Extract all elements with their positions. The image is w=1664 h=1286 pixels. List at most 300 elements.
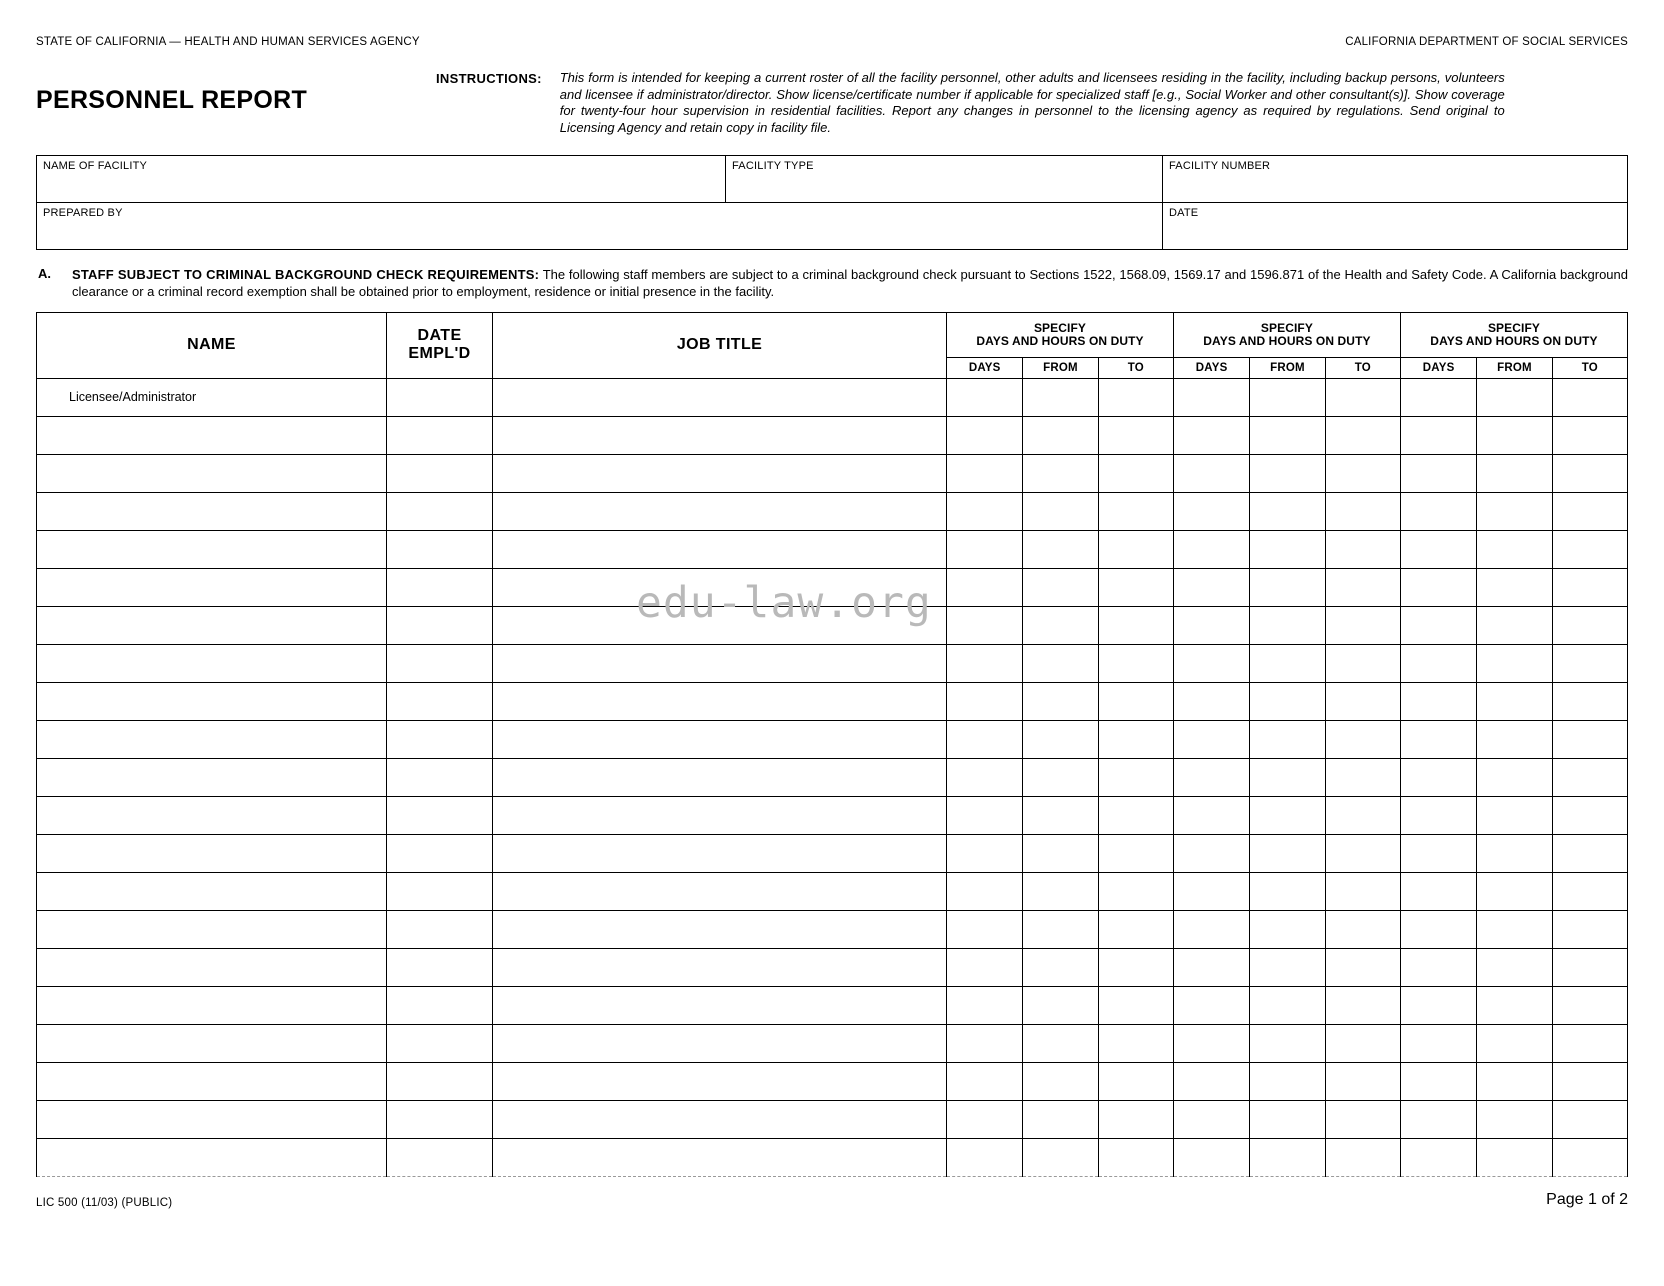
from-cell-3[interactable] [1477,644,1552,682]
days-cell-3[interactable] [1400,530,1476,568]
job-title-cell[interactable] [493,682,947,720]
days-cell-1[interactable] [947,948,1023,986]
to-cell-2[interactable] [1325,1062,1400,1100]
days-cell-1[interactable] [947,1138,1023,1176]
days-cell-3[interactable] [1400,416,1476,454]
to-cell-2[interactable] [1325,1024,1400,1062]
days-cell-1[interactable] [947,1062,1023,1100]
to-cell-1[interactable] [1098,568,1173,606]
job-title-cell[interactable] [493,834,947,872]
from-cell-2[interactable] [1250,492,1325,530]
name-cell[interactable] [37,1062,387,1100]
days-cell-2[interactable] [1173,834,1249,872]
from-cell-1[interactable] [1023,948,1098,986]
from-cell-2[interactable] [1250,834,1325,872]
to-cell-1[interactable] [1098,530,1173,568]
to-cell-3[interactable] [1552,454,1627,492]
facility-fields-row-2 [37,203,1627,250]
date-cell[interactable] [387,834,493,872]
from-cell-2[interactable] [1250,530,1325,568]
job-title-cell[interactable] [493,910,947,948]
from-cell-3[interactable] [1477,530,1552,568]
days-cell-2[interactable] [1173,416,1249,454]
days-cell-2[interactable] [1173,1062,1249,1100]
page-footer [36,1191,1628,1217]
from-cell-1[interactable] [1023,454,1098,492]
from-cell-2[interactable] [1250,378,1325,416]
days-cell-2[interactable] [1173,796,1249,834]
col-header-days-2: DAYS [1173,357,1249,378]
col-header-to-2: TO [1325,357,1400,378]
name-of-facility-field[interactable] [37,156,726,202]
job-title-cell[interactable] [493,530,947,568]
job-title-cell[interactable] [493,606,947,644]
days-cell-2[interactable] [1173,682,1249,720]
name-cell[interactable] [37,834,387,872]
table-row[interactable] [37,986,1628,1024]
from-cell-2[interactable] [1250,1024,1325,1062]
specify-2-line2: DAYS AND HOURS ON DUTY [1203,333,1371,348]
to-cell-2[interactable] [1325,682,1400,720]
days-cell-1[interactable] [947,682,1023,720]
from-cell-2[interactable] [1250,796,1325,834]
to-cell-2[interactable] [1325,948,1400,986]
name-cell[interactable] [37,454,387,492]
job-title-cell[interactable] [493,872,947,910]
to-cell-2[interactable] [1325,416,1400,454]
to-cell-1[interactable] [1098,682,1173,720]
to-cell-3[interactable] [1552,834,1627,872]
from-cell-2[interactable] [1250,720,1325,758]
name-cell[interactable] [37,682,387,720]
from-cell-3[interactable] [1477,492,1552,530]
days-cell-2[interactable] [1173,1024,1249,1062]
from-cell-1[interactable] [1023,492,1098,530]
to-cell-2[interactable] [1325,910,1400,948]
to-cell-2[interactable] [1325,720,1400,758]
from-cell-3[interactable] [1477,1100,1552,1138]
days-cell-3[interactable] [1400,1062,1476,1100]
to-cell-2[interactable] [1325,1138,1400,1176]
from-cell-3[interactable] [1477,606,1552,644]
from-cell-1[interactable] [1023,606,1098,644]
days-cell-2[interactable] [1173,378,1249,416]
days-cell-1[interactable] [947,606,1023,644]
from-cell-2[interactable] [1250,1100,1325,1138]
to-cell-3[interactable] [1552,758,1627,796]
from-cell-2[interactable] [1250,454,1325,492]
date-cell[interactable] [387,454,493,492]
from-cell-3[interactable] [1477,378,1552,416]
facility-number-field[interactable] [1163,156,1627,202]
date-cell[interactable] [387,1062,493,1100]
days-cell-3[interactable] [1400,454,1476,492]
to-cell-2[interactable] [1325,454,1400,492]
to-cell-3[interactable] [1552,492,1627,530]
from-cell-1[interactable] [1023,644,1098,682]
name-cell[interactable] [37,1100,387,1138]
days-cell-1[interactable] [947,758,1023,796]
name-cell[interactable] [37,530,387,568]
to-cell-3[interactable] [1552,796,1627,834]
job-title-cell[interactable] [493,796,947,834]
to-cell-2[interactable] [1325,986,1400,1024]
from-cell-3[interactable] [1477,986,1552,1024]
date-cell[interactable] [387,416,493,454]
to-cell-1[interactable] [1098,720,1173,758]
from-cell-2[interactable] [1250,758,1325,796]
name-cell[interactable] [37,416,387,454]
from-cell-1[interactable] [1023,1024,1098,1062]
to-cell-2[interactable] [1325,1100,1400,1138]
to-cell-1[interactable] [1098,796,1173,834]
table-row[interactable] [37,606,1628,644]
table-row[interactable] [37,378,1628,416]
job-title-cell[interactable] [493,758,947,796]
days-cell-3[interactable] [1400,682,1476,720]
job-title-cell[interactable] [493,378,947,416]
name-cell[interactable] [37,606,387,644]
table-row[interactable] [37,872,1628,910]
from-cell-1[interactable] [1023,758,1098,796]
name-cell[interactable] [37,644,387,682]
days-cell-1[interactable] [947,416,1023,454]
job-title-cell[interactable] [493,720,947,758]
from-cell-1[interactable] [1023,568,1098,606]
name-cell[interactable] [37,1138,387,1176]
date-cell[interactable] [387,910,493,948]
days-cell-2[interactable] [1173,948,1249,986]
to-cell-1[interactable] [1098,948,1173,986]
days-cell-2[interactable] [1173,644,1249,682]
days-cell-1[interactable] [947,872,1023,910]
days-cell-2[interactable] [1173,606,1249,644]
name-cell[interactable] [37,796,387,834]
date-cell[interactable] [387,948,493,986]
to-cell-1[interactable] [1098,1024,1173,1062]
from-cell-1[interactable] [1023,1138,1098,1176]
from-cell-1[interactable] [1023,1062,1098,1100]
date-cell[interactable] [387,796,493,834]
from-cell-2[interactable] [1250,1062,1325,1100]
facility-type-field[interactable] [726,156,1163,202]
to-cell-3[interactable] [1552,378,1627,416]
to-cell-2[interactable] [1325,758,1400,796]
to-cell-1[interactable] [1098,872,1173,910]
from-cell-2[interactable] [1250,644,1325,682]
name-cell[interactable] [37,872,387,910]
days-cell-2[interactable] [1173,720,1249,758]
job-title-cell[interactable] [493,1024,947,1062]
section-a-body: The following staff members are subject to a criminal background check pursuant to Sections 1522, 1568.09, 1569.17 and 1596.871 of the Health and Safety Code. A California background clearance or a criminal record exemption shall be obtained prior to employment, residence or initial presence in the facility. [72,266,1628,299]
date-cell[interactable] [387,492,493,530]
to-cell-2[interactable] [1325,872,1400,910]
days-cell-3[interactable] [1400,986,1476,1024]
to-cell-3[interactable] [1552,720,1627,758]
date-cell[interactable] [387,568,493,606]
to-cell-2[interactable] [1325,834,1400,872]
days-cell-3[interactable] [1400,1024,1476,1062]
to-cell-3[interactable] [1552,1138,1627,1176]
from-cell-2[interactable] [1250,682,1325,720]
to-cell-1[interactable] [1098,834,1173,872]
date-cell[interactable] [387,606,493,644]
table-row[interactable] [37,416,1628,454]
section-a-letter: A. [38,265,51,281]
days-cell-3[interactable] [1400,492,1476,530]
from-cell-3[interactable] [1477,910,1552,948]
days-cell-2[interactable] [1173,986,1249,1024]
from-cell-2[interactable] [1250,986,1325,1024]
to-cell-2[interactable] [1325,530,1400,568]
from-cell-1[interactable] [1023,1100,1098,1138]
to-cell-1[interactable] [1098,606,1173,644]
name-cell[interactable] [37,948,387,986]
days-cell-2[interactable] [1173,1100,1249,1138]
table-row[interactable] [37,948,1628,986]
to-cell-3[interactable] [1552,682,1627,720]
table-row[interactable] [37,910,1628,948]
to-cell-3[interactable] [1552,416,1627,454]
to-cell-3[interactable] [1552,1062,1627,1100]
facility-type-label: FACILITY TYPE [732,159,814,172]
days-cell-1[interactable] [947,910,1023,948]
table-row[interactable] [37,758,1628,796]
days-cell-2[interactable] [1173,758,1249,796]
from-cell-3[interactable] [1477,568,1552,606]
to-cell-1[interactable] [1098,758,1173,796]
from-cell-3[interactable] [1477,682,1552,720]
days-cell-1[interactable] [947,986,1023,1024]
from-cell-1[interactable] [1023,682,1098,720]
to-cell-3[interactable] [1552,644,1627,682]
from-cell-3[interactable] [1477,454,1552,492]
days-cell-3[interactable] [1400,568,1476,606]
from-cell-1[interactable] [1023,416,1098,454]
from-cell-2[interactable] [1250,606,1325,644]
days-cell-2[interactable] [1173,492,1249,530]
date-cell[interactable] [387,644,493,682]
date-cell[interactable] [387,1138,493,1176]
from-cell-1[interactable] [1023,378,1098,416]
to-cell-3[interactable] [1552,530,1627,568]
table-row[interactable] [37,1138,1628,1176]
table-row[interactable] [37,1024,1628,1062]
to-cell-1[interactable] [1098,492,1173,530]
from-cell-2[interactable] [1250,872,1325,910]
to-cell-1[interactable] [1098,1138,1173,1176]
table-row[interactable] [37,530,1628,568]
from-cell-1[interactable] [1023,720,1098,758]
days-cell-2[interactable] [1173,910,1249,948]
job-title-cell[interactable] [493,948,947,986]
from-cell-3[interactable] [1477,758,1552,796]
date-cell[interactable] [387,872,493,910]
col-header-specify-block-2 [1173,312,1400,357]
name-cell[interactable] [37,986,387,1024]
from-cell-3[interactable] [1477,1138,1552,1176]
job-title-cell[interactable] [493,568,947,606]
agency-header [36,36,1628,48]
to-cell-3[interactable] [1552,948,1627,986]
from-cell-3[interactable] [1477,720,1552,758]
to-cell-2[interactable] [1325,492,1400,530]
from-cell-2[interactable] [1250,910,1325,948]
days-cell-1[interactable] [947,644,1023,682]
days-cell-1[interactable] [947,568,1023,606]
to-cell-2[interactable] [1325,796,1400,834]
col-header-days-3: DAYS [1400,357,1476,378]
name-cell[interactable] [37,720,387,758]
from-cell-1[interactable] [1023,530,1098,568]
from-cell-3[interactable] [1477,1062,1552,1100]
days-cell-1[interactable] [947,1100,1023,1138]
days-cell-1[interactable] [947,720,1023,758]
days-cell-3[interactable] [1400,606,1476,644]
date-cell[interactable] [387,720,493,758]
table-row[interactable] [37,1100,1628,1138]
agency-right-text: CALIFORNIA DEPARTMENT OF SOCIAL SERVICES [1345,36,1628,48]
days-cell-3[interactable] [1400,1138,1476,1176]
days-cell-3[interactable] [1400,758,1476,796]
date-cell[interactable] [387,986,493,1024]
to-cell-1[interactable] [1098,454,1173,492]
days-cell-2[interactable] [1173,568,1249,606]
to-cell-3[interactable] [1552,1024,1627,1062]
date-cell[interactable] [387,758,493,796]
to-cell-3[interactable] [1552,606,1627,644]
table-row[interactable] [37,568,1628,606]
days-cell-1[interactable] [947,1024,1023,1062]
name-cell[interactable] [37,568,387,606]
form-id: LIC 500 (11/03) (PUBLIC) [36,1196,173,1209]
to-cell-3[interactable] [1552,910,1627,948]
from-cell-2[interactable] [1250,1138,1325,1176]
from-cell-1[interactable] [1023,796,1098,834]
days-cell-3[interactable] [1400,948,1476,986]
from-cell-3[interactable] [1477,948,1552,986]
table-row[interactable] [37,834,1628,872]
specify-3-line2: DAYS AND HOURS ON DUTY [1430,333,1598,348]
from-cell-2[interactable] [1250,416,1325,454]
days-cell-1[interactable] [947,492,1023,530]
page-title: PERSONNEL REPORT [36,86,308,114]
table-row[interactable] [37,1062,1628,1100]
job-title-cell[interactable] [493,492,947,530]
from-cell-3[interactable] [1477,834,1552,872]
table-row[interactable] [37,454,1628,492]
from-cell-3[interactable] [1477,796,1552,834]
date-cell[interactable] [387,530,493,568]
job-title-cell[interactable] [493,416,947,454]
date-cell[interactable] [387,682,493,720]
days-cell-1[interactable] [947,834,1023,872]
to-cell-1[interactable] [1098,986,1173,1024]
to-cell-1[interactable] [1098,644,1173,682]
table-row[interactable] [37,682,1628,720]
to-cell-1[interactable] [1098,416,1173,454]
instructions-block [436,70,1628,137]
from-cell-3[interactable] [1477,1024,1552,1062]
date-cell[interactable] [387,1100,493,1138]
name-cell[interactable] [37,492,387,530]
table-row[interactable] [37,720,1628,758]
days-cell-1[interactable] [947,796,1023,834]
days-cell-2[interactable] [1173,530,1249,568]
name-of-facility-label: NAME OF FACILITY [43,159,148,172]
from-cell-2[interactable] [1250,948,1325,986]
date-field[interactable] [1163,203,1627,249]
to-cell-2[interactable] [1325,568,1400,606]
date-cell[interactable] [387,378,493,416]
from-cell-3[interactable] [1477,416,1552,454]
days-cell-3[interactable] [1400,872,1476,910]
to-cell-1[interactable] [1098,1062,1173,1100]
name-cell[interactable] [37,1024,387,1062]
job-title-cell[interactable] [493,454,947,492]
job-title-cell[interactable] [493,1100,947,1138]
days-cell-2[interactable] [1173,1138,1249,1176]
section-a-text [72,266,1628,300]
days-cell-1[interactable] [947,378,1023,416]
personnel-table-body [37,378,1628,1176]
days-cell-3[interactable] [1400,1100,1476,1138]
col-header-specify-block-3 [1400,312,1627,357]
days-cell-1[interactable] [947,454,1023,492]
prepared-by-field[interactable] [37,203,1163,249]
to-cell-3[interactable] [1552,986,1627,1024]
days-cell-3[interactable] [1400,720,1476,758]
from-cell-3[interactable] [1477,872,1552,910]
name-cell[interactable]: Licensee/Administrator [37,378,387,416]
table-row[interactable] [37,644,1628,682]
to-cell-2[interactable] [1325,378,1400,416]
to-cell-2[interactable] [1325,606,1400,644]
col-header-specify-block-1 [947,312,1174,357]
days-cell-3[interactable] [1400,796,1476,834]
days-cell-3[interactable] [1400,644,1476,682]
days-cell-3[interactable] [1400,378,1476,416]
from-cell-2[interactable] [1250,568,1325,606]
to-cell-3[interactable] [1552,568,1627,606]
days-cell-3[interactable] [1400,910,1476,948]
to-cell-3[interactable] [1552,1100,1627,1138]
to-cell-1[interactable] [1098,910,1173,948]
date-cell[interactable] [387,1024,493,1062]
table-row[interactable] [37,492,1628,530]
from-cell-1[interactable] [1023,910,1098,948]
title-and-instructions [36,70,1628,137]
to-cell-1[interactable] [1098,1100,1173,1138]
job-title-cell[interactable] [493,1062,947,1100]
job-title-cell[interactable] [493,1138,947,1176]
job-title-cell[interactable] [493,644,947,682]
days-cell-2[interactable] [1173,454,1249,492]
to-cell-3[interactable] [1552,872,1627,910]
days-cell-2[interactable] [1173,872,1249,910]
table-row[interactable] [37,796,1628,834]
name-cell[interactable] [37,758,387,796]
days-cell-3[interactable] [1400,834,1476,872]
to-cell-1[interactable] [1098,378,1173,416]
from-cell-1[interactable] [1023,834,1098,872]
days-cell-1[interactable] [947,530,1023,568]
job-title-cell[interactable] [493,986,947,1024]
name-cell[interactable] [37,910,387,948]
to-cell-2[interactable] [1325,644,1400,682]
from-cell-1[interactable] [1023,986,1098,1024]
from-cell-1[interactable] [1023,872,1098,910]
